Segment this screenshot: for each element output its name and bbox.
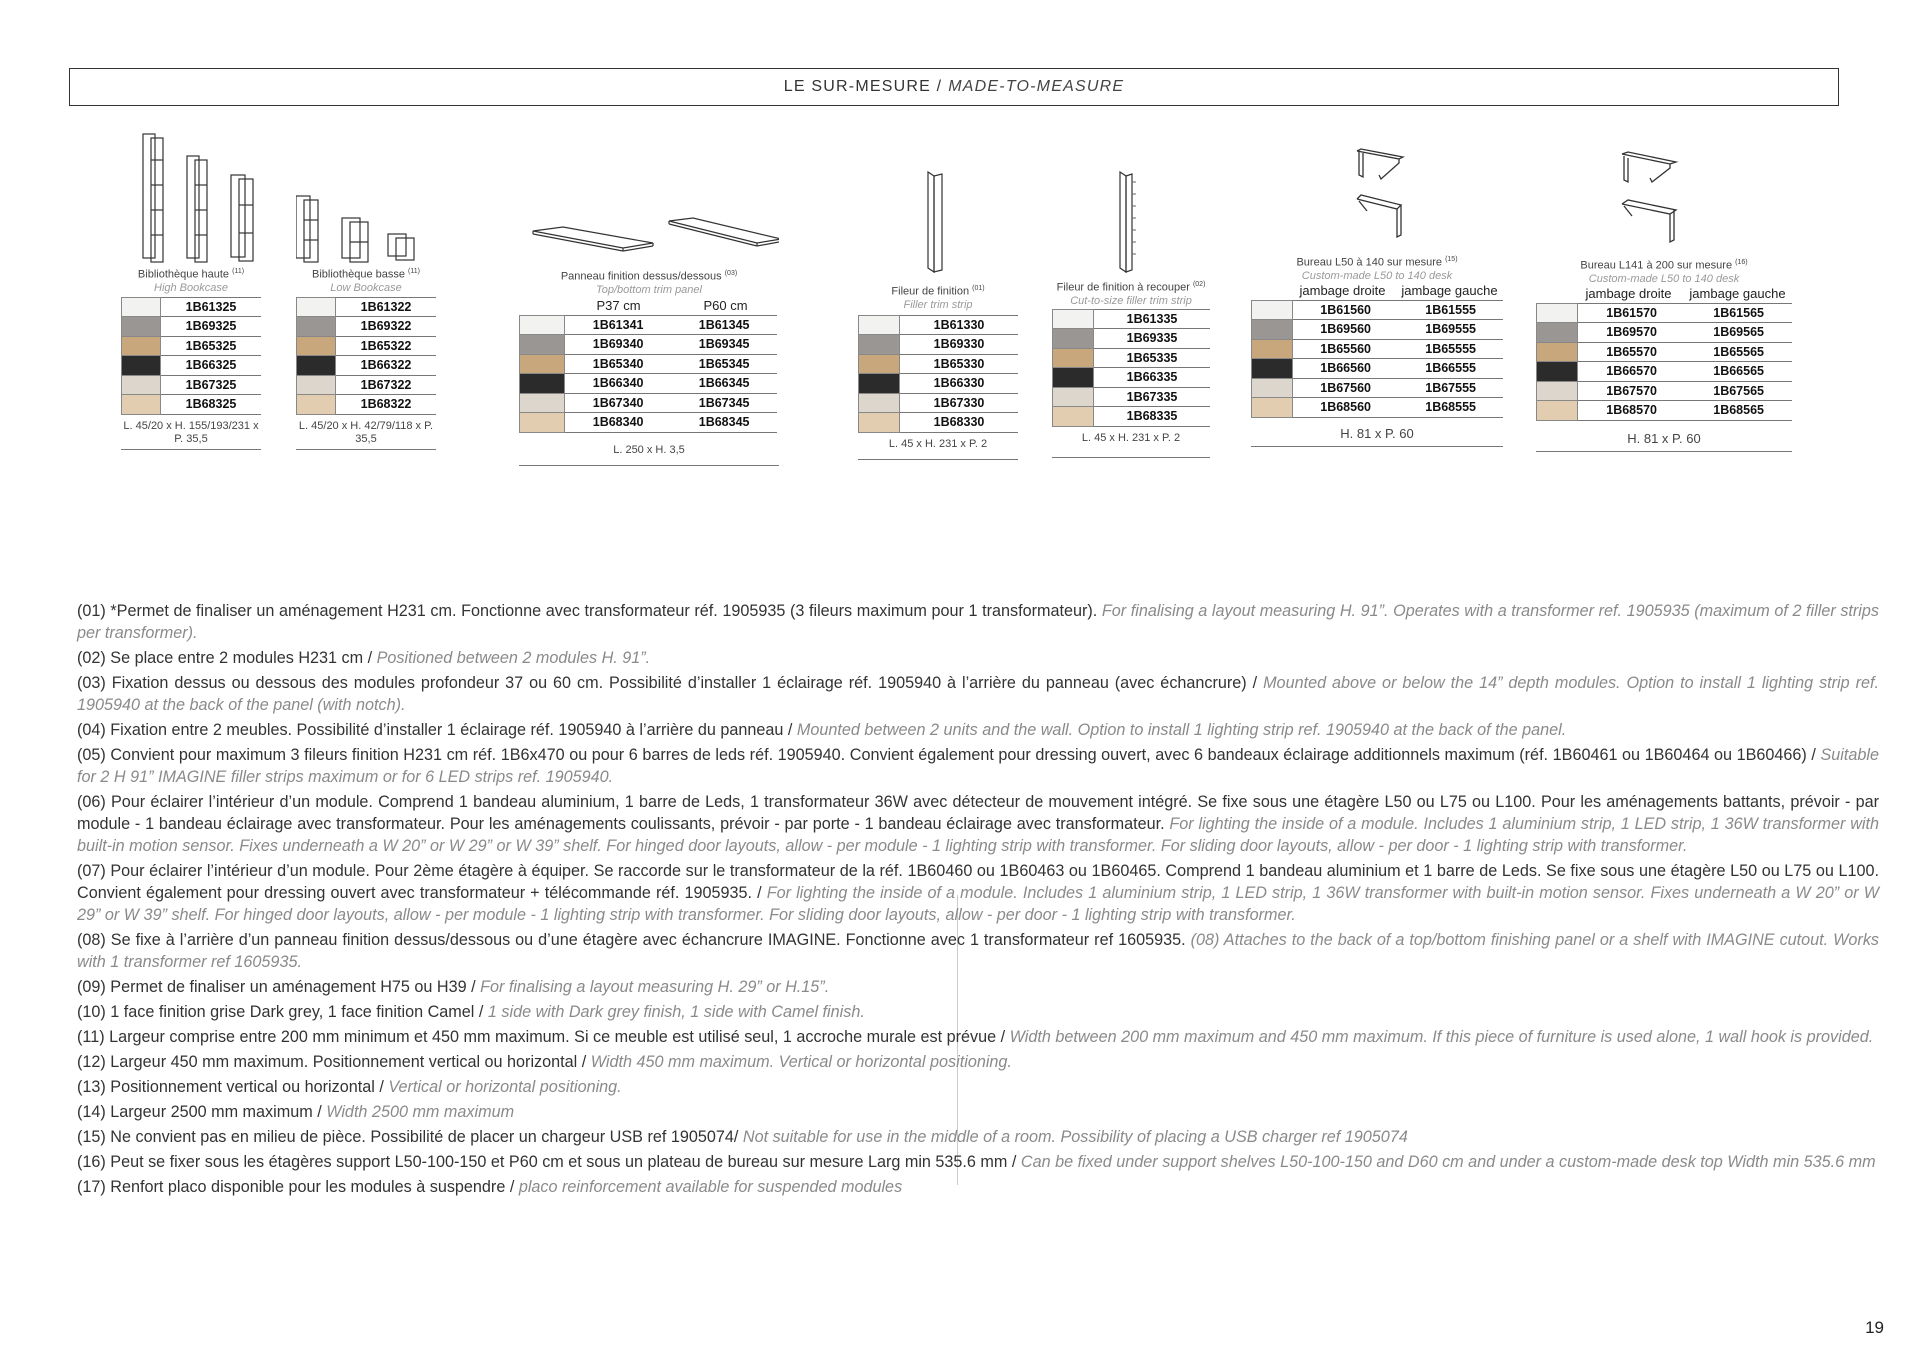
footnote-en: For finalising a layout measuring H. 91”. Operates with a transformer ref. 1905935 (maximum of 2 filler strips per transformer). [77,602,1880,642]
desk-50-140-column-headers [1251,283,1503,298]
ref-code: 1B66560 [1293,359,1399,379]
finish-swatch [1537,303,1578,323]
ref-code: 1B65325 [161,336,262,356]
table-row [1053,309,1211,329]
finish-swatch [520,413,565,433]
finish-swatch [859,374,900,394]
low-bookcase-dims: L. 45/20 x H. 42/79/118 x P. 35,5 [296,420,436,450]
ref-code: 1B66565 [1685,362,1792,382]
low-bookcase-illustration [296,130,436,265]
finish-swatch [122,297,161,317]
ref-code: 1B65322 [336,336,437,356]
footnote-fr: (05) Convient pour maximum 3 fileurs finition H231 cm réf. 1B6x470 ou pour 6 barres de leds réf. 1905940. Convient également pour dressing ouvert, avec 6 bandeaux éclairage additionnels maximum (réf. 1B60461 ou 1B60464 ou 1B60466) / [77,746,1816,764]
filler-strip-name: Fileur de finition [891,285,970,298]
ref-code: 1B66322 [336,356,437,376]
column-header: P37 cm [596,297,641,313]
footnote-fr: (09) Permet de finaliser un aménagement H75 ou H39 / [77,978,476,996]
finish-swatch [859,315,900,335]
trim-panel-en: Top/bottom trim panel [596,283,702,296]
table-row [1053,368,1211,388]
desk-50-140-ref-table [1251,300,1503,418]
footnote [77,647,1879,669]
ref-code: 1B69555 [1398,320,1503,340]
table-row [1252,300,1504,320]
footnote-fr: (11) Largeur comprise entre 200 mm minimum et 450 mm maximum. Si ce meuble est utilisé seul, 1 accroche murale est prévue / [77,1028,1006,1046]
footnote-en: Positioned between 2 modules H. 91”. [376,649,651,667]
footnote-en: Vertical or horizontal positioning. [388,1078,622,1096]
table-row [1053,329,1211,349]
table-row [1252,398,1504,418]
table-row [520,335,778,355]
table-row [1053,348,1211,368]
finish-swatch [297,375,336,395]
finish-swatch [1252,398,1293,418]
finish-swatch [122,375,161,395]
ref-code: 1B66330 [900,374,1019,394]
desk-50-140-name: Bureau L50 à 140 sur mesure [1296,256,1443,269]
table-row [122,297,262,317]
ref-code: 1B65345 [671,354,777,374]
desk-141-200-en: Custom-made L50 to 140 desk [1588,272,1740,285]
ref-code: 1B69322 [336,317,437,337]
desk-50-140-illustration [1251,145,1503,255]
footnote-fr: (12) Largeur 450 mm maximum. Positionnement vertical ou horizontal / [77,1053,587,1071]
ref-code: 1B65340 [565,354,672,374]
footnote-fr: (07) Pour éclairer l’intérieur d’un module. Pour 2ème étagère à équiper. Se raccorde sur le transformateur de la réf. 1B60460 ou 1B60463 ou 1B60465. Comprend 1 bandeau aluminium et 1 barre de Leds. Se fixe sous une étagère L50 ou L75 ou L100. Convient également pour dressing ouvert avec transformateur + télécommande réf. 1905935. / [77,862,1879,902]
cut-filler-strip-name: Fileur de finition à recouper [1056,281,1190,294]
footnote-fr: (13) Positionnement vertical ou horizontal / [77,1078,384,1096]
footnote [77,744,1879,788]
footnote [77,929,1879,973]
ref-code: 1B65330 [900,354,1019,374]
footnote [77,860,1879,926]
ref-code: 1B67330 [900,393,1019,413]
trim-panel-ref-table [519,315,777,433]
table-row [1537,401,1793,421]
footnote-en: For lighting the inside of a module. Includes 1 aluminium strip, 1 LED strip, 1 36W transformer with built-in motion sensor. Fixes underneath a W 20” or W 29” or W 39” shelf. For hinged door layouts, allow - per module - 1 lighting strip with transformer. For sliding door layouts, allow - per door - 1 lighting strip with transformer. [77,815,1880,855]
table-row [859,335,1019,355]
finish-swatch [1053,387,1094,407]
ref-code: 1B65555 [1398,339,1503,359]
ref-code: 1B61322 [336,297,437,317]
finish-swatch [1252,359,1293,379]
footnote-fr: (14) Largeur 2500 mm maximum / [77,1103,322,1121]
ref-code: 1B66335 [1094,368,1211,388]
ref-code: 1B69565 [1685,323,1792,343]
ref-code: 1B68555 [1398,398,1503,418]
table-row [520,393,778,413]
ref-code: 1B69325 [161,317,262,337]
table-row [859,374,1019,394]
table-row [297,297,437,317]
ref-code: 1B68322 [336,395,437,415]
high-bookcase-illustration [121,130,261,265]
ref-code: 1B61560 [1293,300,1399,320]
finish-swatch [1053,368,1094,388]
finish-swatch [859,393,900,413]
table-row [297,317,437,337]
ref-code: 1B68335 [1094,407,1211,427]
desk-50-140-dims: H. 81 x P. 60 [1251,423,1503,447]
finish-swatch [1537,381,1578,401]
high-bookcase-name: Bibliothèque haute [137,268,230,281]
trim-panel-caption [519,267,779,297]
filler-strip-en: Filler trim strip [903,298,973,311]
ref-code: 1B67570 [1578,381,1686,401]
ref-code: 1B61565 [1685,303,1792,323]
desk-141-200-caption [1536,256,1792,286]
footnote-fr: (04) Fixation entre 2 meubles. Possibilité d’installer 1 éclairage réf. 1905940 à l’arrière du panneau / [77,721,793,739]
finish-swatch [297,336,336,356]
cut-filler-strip-illustration [1052,168,1210,274]
finish-swatch [1537,362,1578,382]
ref-code: 1B65565 [1685,342,1792,362]
ref-code: 1B61330 [900,315,1019,335]
table-row [297,356,437,376]
table-row [1252,359,1504,379]
ref-code: 1B67560 [1293,378,1399,398]
table-row [1053,387,1211,407]
ref-code: 1B61555 [1398,300,1503,320]
table-row [122,317,262,337]
footnote [77,1101,1879,1123]
finish-swatch [1537,342,1578,362]
footnote-en: Width 2500 mm maximum [326,1103,515,1121]
product-filler-strip [858,168,1018,460]
ref-code: 1B66570 [1578,362,1686,382]
finish-swatch [1252,300,1293,320]
ref-code: 1B68560 [1293,398,1399,418]
finish-swatch [297,356,336,376]
column-header: jambage droite [1585,285,1672,301]
finish-swatch [520,315,565,335]
desk-50-140-en: Custom-made L50 to 140 desk [1301,269,1453,282]
product-high-bookcase [121,130,261,450]
table-row [122,395,262,415]
table-row [1252,320,1504,340]
finish-swatch [122,317,161,337]
cut-filler-strip-en: Cut-to-size filler trim strip [1070,294,1192,307]
finish-swatch [859,335,900,355]
banner-title-fr: LE SUR-MESURE / [783,78,943,95]
footnote-en: Mounted between 2 units and the wall. Option to install 1 lighting strip ref. 1905940 at the back of the panel. [796,721,1567,739]
filler-strip-ref-table [858,315,1018,433]
table-row [1537,323,1793,343]
finish-swatch [122,395,161,415]
ref-code: 1B65335 [1094,348,1211,368]
ref-code: 1B61345 [671,315,777,335]
footnote [77,1076,1879,1098]
section-title-banner [69,68,1839,106]
footnote [77,600,1879,644]
footnote-en: placo reinforcement available for suspended modules [518,1178,903,1196]
table-row [859,413,1019,433]
table-row [1537,342,1793,362]
high-bookcase-caption [121,265,261,295]
low-bookcase-note: (11) [408,268,420,275]
finish-swatch [1053,407,1094,427]
banner-title-en: MADE-TO-MEASURE [948,78,1125,95]
ref-code: 1B68330 [900,413,1019,433]
low-bookcase-ref-table [296,297,436,415]
ref-code: 1B69560 [1293,320,1399,340]
cut-filler-strip-caption [1052,278,1210,308]
footnote [77,1001,1879,1023]
column-header: jambage droite [1299,282,1386,298]
footnote [77,976,1879,998]
finish-swatch [122,336,161,356]
ref-code: 1B69345 [671,335,777,355]
footnote [77,791,1879,857]
ref-code: 1B69335 [1094,329,1211,349]
footnote-en: Can be fixed under support shelves L50-100-150 and D60 cm and under a custom-made desk top Width min 535.6 mm [1020,1153,1876,1171]
footnote-en: Mounted above or below the 14” depth modules. Option to install 1 lighting strip ref. 1905940 at the back of the panel (with notch). [77,674,1879,714]
product-low-bookcase [296,130,436,450]
desk-141-200-dims: H. 81 x P. 60 [1536,426,1792,452]
footnote-fr: (01) *Permet de finaliser un aménagement H231 cm. Fonctionne avec transformateur réf. 1905935 (3 fileurs maximum pour 1 transformateur). [77,602,1098,620]
ref-code: 1B61335 [1094,309,1211,329]
ref-code: 1B68345 [671,413,777,433]
finish-swatch [1537,323,1578,343]
table-row [1537,362,1793,382]
ref-code: 1B67555 [1398,378,1503,398]
footnote-fr: (15) Ne convient pas en milieu de pièce. Possibilité de placer un chargeur USB ref 1905074/ [77,1128,739,1146]
footnote-fr: (03) Fixation dessus ou dessous des modules profondeur 37 ou 60 cm. Possibilité d’installer 1 éclairage réf. 1905940 à l’arrière du panneau (avec échancrure) / [77,674,1258,692]
finish-swatch [297,297,336,317]
ref-code: 1B61341 [565,315,672,335]
finish-swatch [520,393,565,413]
footnote-en: For finalising a layout measuring H. 29” or H.15”. [480,978,830,996]
filler-strip-dims: L. 45 x H. 231 x P. 2 [858,438,1018,460]
trim-panel-name: Panneau finition dessus/dessous [560,270,722,283]
cut-filler-strip-dims: L. 45 x H. 231 x P. 2 [1052,432,1210,458]
ref-code: 1B69330 [900,335,1019,355]
finish-swatch [1053,329,1094,349]
table-row [297,375,437,395]
product-desk-50-140 [1251,145,1503,447]
cut-filler-strip-ref-table [1052,309,1210,427]
trim-panel-dims: L. 250 x H. 3,5 [519,438,779,466]
footnote [77,1176,1879,1198]
footnote-en: Suitable for 2 H 91” IMAGINE filler strips maximum or for 6 LED strips ref. 1905940. [77,746,1879,786]
footnote-fr: (06) Pour éclairer l’intérieur d’un module. Comprend 1 bandeau aluminium, 1 barre de Leds, 1 transformateur 36W avec détecteur de mouvement intégré. Se fixe sous une étagère L50 ou L75 ou L100. Pour les aménagements battants, prévoir - par module - 1 bandeau éclairage avec transformateur. Pour les aménagements coulissants, prévoir - par porte - 1 bandeau éclairage avec transformateur. [77,793,1879,833]
ref-code: 1B65570 [1578,342,1686,362]
filler-strip-caption [858,282,1018,312]
footnote [77,1051,1879,1073]
high-bookcase-note: (11) [232,268,245,275]
finish-swatch [1252,339,1293,359]
column-header: P60 cm [703,297,748,313]
finish-swatch [859,413,900,433]
table-row [122,356,262,376]
ref-code: 1B66555 [1398,359,1503,379]
table-row [122,375,262,395]
finish-swatch [1053,309,1094,329]
ref-code: 1B68565 [1685,401,1792,421]
table-row [1537,381,1793,401]
desk-141-200-note: (16) [1735,259,1748,266]
table-row [122,336,262,356]
product-trim-panel [519,205,779,466]
table-row [1252,378,1504,398]
ref-code: 1B66340 [565,374,672,394]
ref-code: 1B66345 [671,374,777,394]
table-row [520,413,778,433]
finish-swatch [520,354,565,374]
trim-panel-column-headers [519,298,779,313]
footnotes [77,600,1879,1201]
table-row [520,354,778,374]
footnote-fr: (08) Se fixe à l’arrière d’un panneau finition dessus/dessous ou d’une étagère avec échancrure IMAGINE. Fonctionne avec 1 transformateur ref 1605935. [77,931,1186,949]
footnote [77,1026,1879,1048]
ref-code: 1B69340 [565,335,672,355]
page-number: 19 [1865,1318,1884,1337]
footnote [77,1151,1879,1173]
high-bookcase-dims: L. 45/20 x H. 155/193/231 x P. 35,5 [121,420,261,450]
ref-code: 1B68340 [565,413,672,433]
finish-swatch [1053,348,1094,368]
desk-50-140-caption [1251,253,1503,283]
table-row [520,374,778,394]
trim-panel-note: (03) [724,270,738,277]
ref-code: 1B67335 [1094,387,1211,407]
product-cut-filler-strip [1052,168,1210,458]
table-row [1252,339,1504,359]
ref-code: 1B67565 [1685,381,1792,401]
high-bookcase-en: High Bookcase [154,281,228,294]
column-header: jambage gauche [1401,282,1498,298]
column-header: jambage gauche [1689,285,1786,301]
ref-code: 1B67340 [565,393,672,413]
desk-141-200-illustration [1536,148,1792,258]
low-bookcase-en: Low Bookcase [330,281,402,294]
finish-swatch [122,356,161,376]
ref-code: 1B61570 [1578,303,1686,323]
footnote-en: Not suitable for use in the middle of a room. Possibility of placing a USB charger ref 1905074 [742,1128,1408,1146]
finish-swatch [1537,401,1578,421]
desk-141-200-ref-table [1536,303,1792,421]
finish-swatch [297,395,336,415]
trim-panel-illustration [519,205,779,267]
table-row [297,336,437,356]
footnote-fr: (02) Se place entre 2 modules H231 cm / [77,649,373,667]
footnote-en: Width between 200 mm maximum and 450 mm maximum. If this piece of furniture is used alone, 1 wall hook is provided. [1009,1028,1874,1046]
footnote-fr: (16) Peut se fixer sous les étagères support L50-100-150 et P60 cm et sous un plateau de bureau sur mesure Larg min 535.6 mm / [77,1153,1017,1171]
footnote [77,1126,1879,1148]
footnote-en: For lighting the inside of a module. Includes 1 aluminium strip, 1 LED strip, 1 36W transformer with built-in motion sensor. Fixes underneath a W 20” or W 29” or W 39” shelf. For hinged door layouts, allow - per module - 1 lighting strip with transformer. For sliding door layouts, allow - per door - 1 lighting strip with transformer. [77,884,1879,924]
ref-code: 1B67325 [161,375,262,395]
ref-code: 1B69570 [1578,323,1686,343]
table-row [1053,407,1211,427]
table-row [859,393,1019,413]
footnote-en: 1 side with Dark grey finish, 1 side with Camel finish. [487,1003,865,1021]
footnote [77,719,1879,741]
footnote-fr: (10) 1 face finition grise Dark grey, 1 face finition Camel / [77,1003,484,1021]
table-row [520,315,778,335]
table-row [1537,303,1793,323]
ref-code: 1B65560 [1293,339,1399,359]
ref-code: 1B68325 [161,395,262,415]
footnote [77,672,1879,716]
desk-141-200-column-headers [1536,286,1792,301]
ref-code: 1B67322 [336,375,437,395]
table-row [859,315,1019,335]
finish-swatch [520,374,565,394]
ref-code: 1B61325 [161,297,262,317]
footnote-fr: (17) Renfort placo disponible pour les modules à suspendre / [77,1178,515,1196]
product-desk-141-200 [1536,148,1792,452]
low-bookcase-caption [296,265,436,295]
finish-swatch [859,354,900,374]
footnote-en: Width 450 mm maximum. Vertical or horizontal positioning. [590,1053,1012,1071]
desk-50-140-note: (15) [1445,256,1458,263]
finish-swatch [297,317,336,337]
ref-code: 1B68570 [1578,401,1686,421]
ref-code: 1B67345 [671,393,777,413]
ref-code: 1B66325 [161,356,262,376]
finish-swatch [1252,320,1293,340]
desk-141-200-name: Bureau L141 à 200 sur mesure [1580,259,1733,272]
high-bookcase-ref-table [121,297,261,415]
footnote-en: (08) Attaches to the back of a top/bottom finishing panel or a shelf with IMAGINE cutout. Works with 1 transformer ref 1605935. [77,931,1880,971]
filler-strip-note: (01) [972,285,985,292]
finish-swatch [520,335,565,355]
filler-strip-illustration [858,168,1018,274]
table-row [859,354,1019,374]
low-bookcase-name: Bibliothèque basse [312,268,405,281]
cut-filler-strip-note: (02) [1192,281,1206,288]
table-row [297,395,437,415]
finish-swatch [1252,378,1293,398]
